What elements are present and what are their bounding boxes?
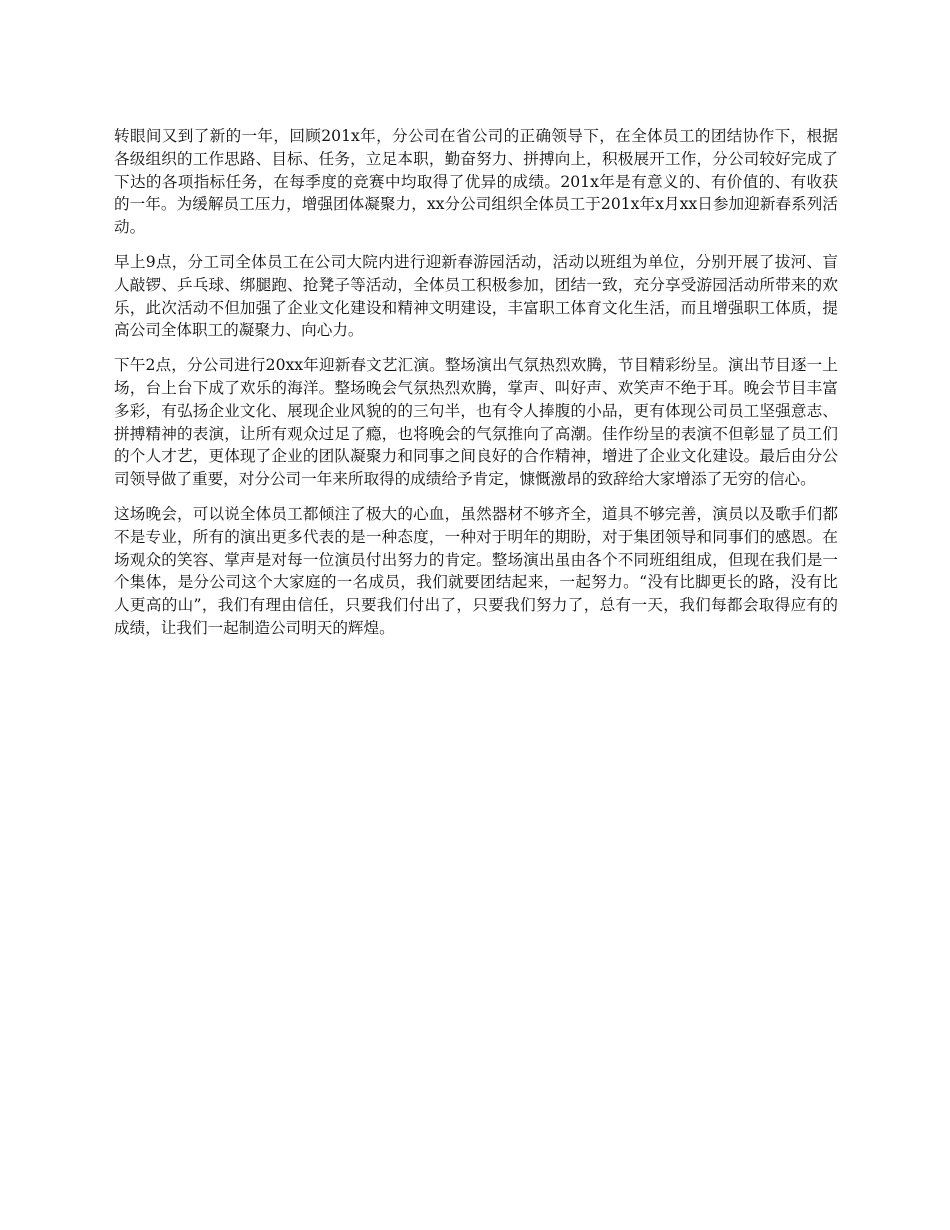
paragraph-conclusion: 这场晚会，可以说全体员工都倾注了极大的心血，虽然器材不够齐全，道具不够完善，演员以及歌手们都不是专业，所有的演出更多代表的是一种态度，一种对于明年的期盼，对于集团领导和同事们的感恩。在场观众的笑容、掌声是对每一位演员付出努力的肯定。整场演出虽由各个不同班组组成，但现在我们是一个集体，是分公司这个大家庭的一名成员，我们就要团结起来，一起努力。“没有比脚更长的路，没有比人更高的山”，我们有理由信任，只要我们付出了，只要我们努力了，总有一天，我们每都会取得应有的成绩，让我们一起制造公司明天的辉煌。 [114,504,838,637]
document-body [114,125,838,652]
paragraph-morning-activities: 早上9点，分工司全体员工在公司大院内进行迎新春游园活动，活动以班组为单位，分别开展了拔河、盲人敲锣、乒乓球、绑腿跑、抢凳子等活动，全体员工积极参加，团结一致，充分享受游园活动所带来的欢乐，此次活动不但加强了企业文化建设和精神文明建设，丰富职工体育文化生活，而且增强职工体质，提高公司全体职工的凝聚力、向心力。 [114,252,838,340]
paragraph-intro: 转眼间又到了新的一年，回顾201x年，分公司在省公司的正确领导下，在全体员工的团结协作下，根据各级组织的工作思路、目标、任务，立足本职，勤奋努力、拼搏向上，积极展开工作，分公司较好完成了下达的各项指标任务，在每季度的竞赛中均取得了优异的成绩。201x年是有意义的、有价值的、有收获的一年。为缓解员工压力，增强团体凝聚力，xx分公司组织全体员工于201x年x月xx日参加迎新春系列活动。 [114,127,838,237]
paragraph-afternoon-performance: 下午2点，分公司进行20xx年迎新春文艺汇演。整场演出气氛热烈欢腾，节目精彩纷呈。演出节目逐一上场，台上台下成了欢乐的海洋。整场晚会气氛热烈欢腾，掌声、叫好声、欢笑声不绝于耳。晚会节目丰富多彩，有弘扬企业文化、展现企业风貌的的三句半，也有令人捧腹的小品，更有体现公司员工坚强意志、拼搏精神的表演，让所有观众过足了瘾，也将晚会的气氛推向了高潮。佳作纷呈的表演不但彰显了员工们的个人才艺，更体现了企业的团队凝聚力和同事之间良好的合作精神，增进了企业文化建设。最后由分公司领导做了重要，对分公司一年来所取得的成绩给予肯定，慷慨激昂的致辞给大家增添了无穷的信心。 [114,356,838,489]
